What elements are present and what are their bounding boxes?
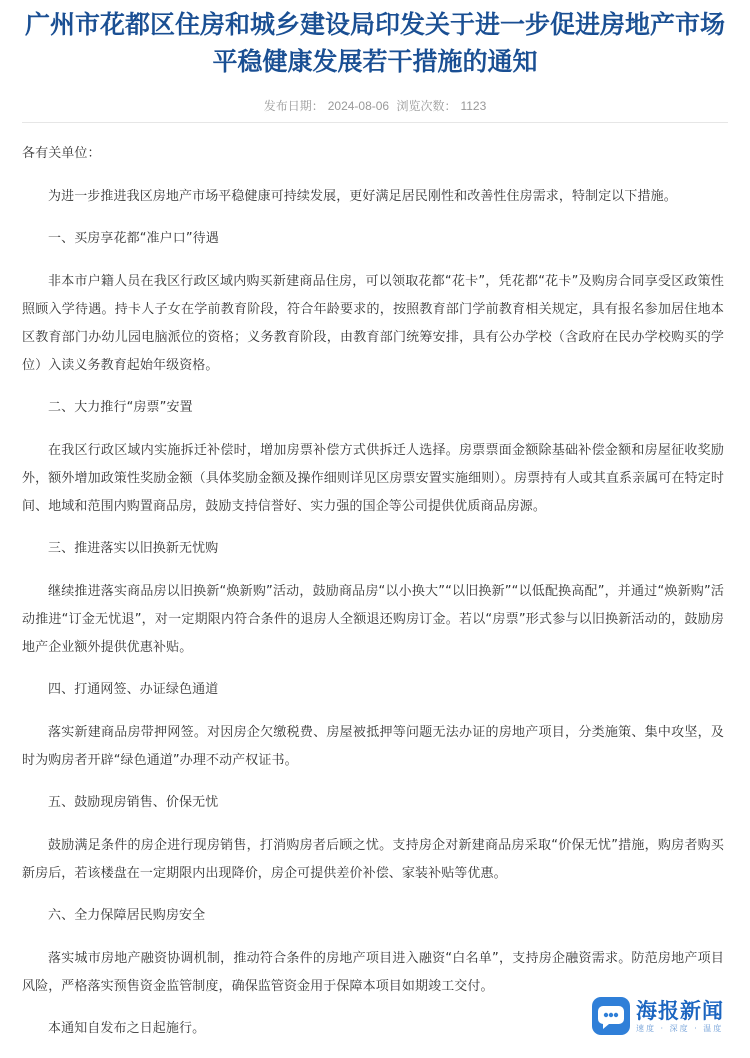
- view-count-label: 浏览次数：: [396, 99, 457, 113]
- section-heading-3: 三、推进落实以旧换新无忧购: [48, 541, 219, 556]
- article-body: [22, 140, 724, 1058]
- chat-bubble-logo-icon: [592, 997, 630, 1035]
- section-heading-5: 五、鼓励现房销售、价保无忧: [48, 795, 219, 810]
- closing-paragraph: 本通知自发布之日起施行。: [48, 1021, 206, 1036]
- publish-date-label: 发布日期：: [263, 99, 324, 113]
- article-title: 广州市花都区住房和城乡建设局印发关于进一步促进房地产市场平稳健康发展若干措施的通知: [24, 10, 725, 76]
- watermark-name: 海报新闻: [636, 998, 724, 1023]
- section-body-4: 落实新建商品房带押网签。对因房企欠缴税费、房屋被抵押等问题无法办证的房地产项目，分类施策、集中攻坚，及时为购房者开辟“绿色通道”办理不动产权证书。: [22, 724, 724, 768]
- section-body-2: 在我区行政区域内实施拆迁补偿时，增加房票补偿方式供拆迁人选择。房票票面金额除基础补偿金额和房屋征收奖励外，额外增加政策性奖励金额（具体奖励金额及操作细则详见区房票安置实施细则）。房票持有人或其直系亲属可在特定时间、地域和范围内购置商品房，鼓励支持信誉好、实力强的国企等公司提供优质商品房源。: [22, 442, 724, 514]
- section-heading-4: 四、打通网签、办证绿色通道: [48, 682, 219, 697]
- publish-date: 2024-08-06: [327, 99, 390, 113]
- view-count: 1123: [460, 99, 487, 113]
- section-body-3: 继续推进落实商品房以旧换新“焕新购”活动，鼓励商品房“以小换大”“以旧换新”“以低配换高配”，并通过“焕新购”活动推进“订金无忧退”，对一定期限内符合条件的退房人全额退还购房订金。若以“房票”形式参与以旧换新活动的，鼓励房地产企业额外提供优惠补贴。: [22, 583, 724, 655]
- section-body-1: 非本市户籍人员在我区行政区域内购买新建商品住房，可以领取花都“花卡”，凭花都“花卡”及购房合同享受区政策性照顾入学待遇。持卡人子女在学前教育阶段，符合年龄要求的，按照教育部门学前教育相关规定，具有报名参加居住地本区教育部门办幼儿园电脑派位的资格；义务教育阶段，由教育部门统筹安排，具有公办学校（含政府在民办学校购买的学位）入读义务教育起始年级资格。: [22, 273, 724, 373]
- section-heading-1: 一、买房享花都“准户口”待遇: [48, 231, 219, 246]
- intro-paragraph: 为进一步推进我区房地产市场平稳健康可持续发展，更好满足居民刚性和改善性住房需求，特制定以下措施。: [48, 188, 677, 204]
- section-heading-6: 六、全力保障居民购房安全: [48, 908, 206, 923]
- section-heading-2: 二、大力推行“房票”安置: [48, 400, 193, 415]
- article-meta: [0, 97, 750, 114]
- title-divider: [22, 122, 728, 123]
- haibao-news-watermark: [592, 993, 744, 1039]
- watermark-slogan: 速度 · 深度 · 温度: [636, 1023, 724, 1033]
- section-body-5: 鼓励满足条件的房企进行现房销售，打消购房者后顾之忧。支持房企对新建商品房采取“价保无忧”措施，购房者购买新房后，若该楼盘在一定期限内出现降价，房企可提供差价补偿、家装补贴等优惠。: [22, 837, 724, 881]
- section-body-6: 落实城市房地产融资协调机制，推动符合条件的房地产项目进入融资“白名单”，支持房企融资需求。防范房地产项目风险，严格落实预售资金监管制度，确保监管资金用于保障本项目如期竣工交付。: [22, 950, 724, 994]
- greeting: 各有关单位：: [22, 146, 101, 161]
